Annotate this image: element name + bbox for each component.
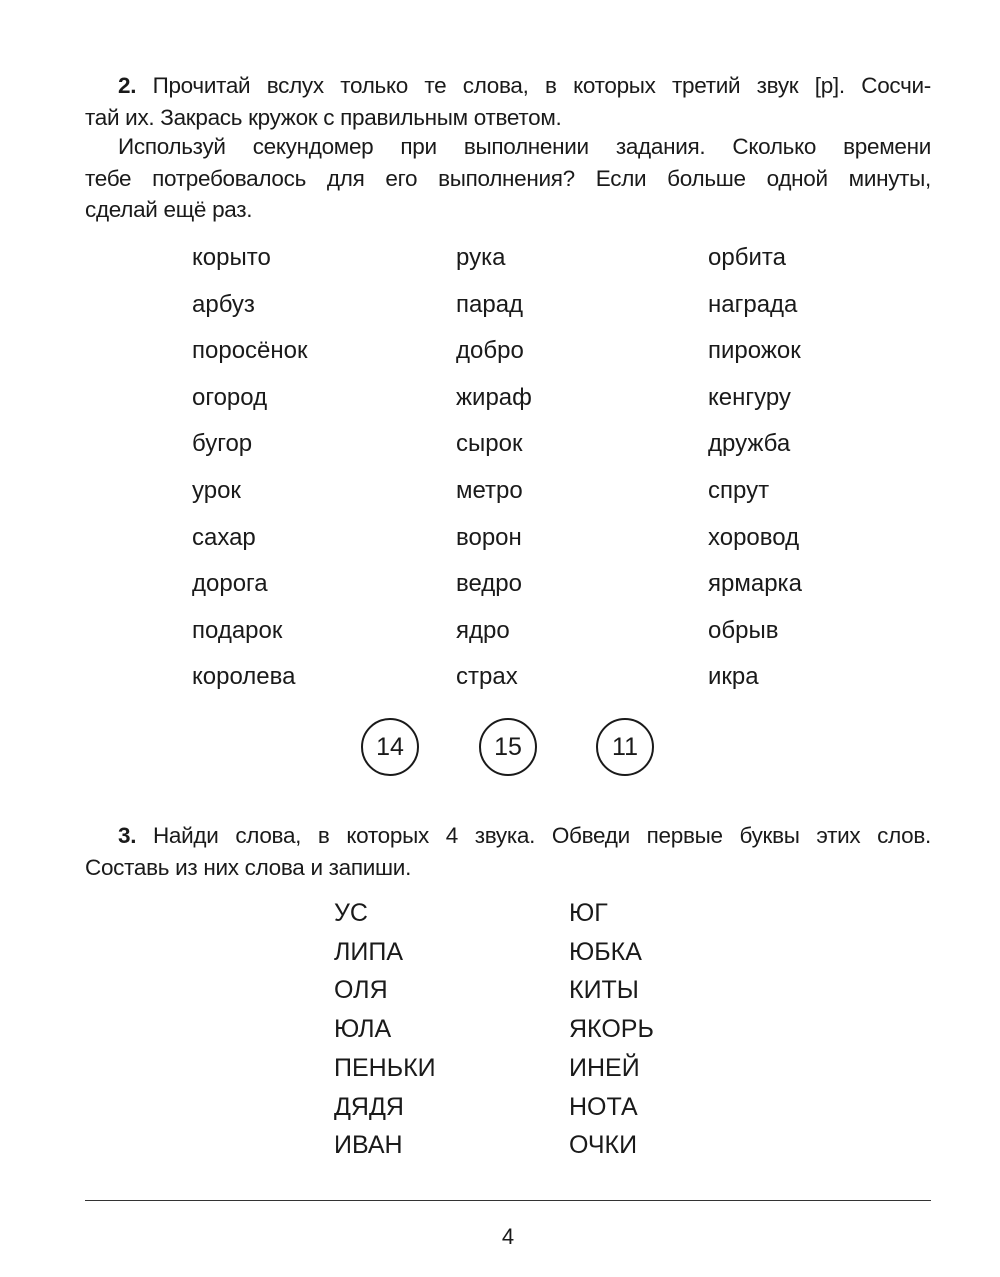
- word-item: страх: [456, 663, 518, 691]
- word-item: добро: [456, 337, 524, 365]
- task-2-line: тай их. Закрась кружок с правильным ответом.: [85, 105, 562, 130]
- task-2-line: Используй секундомер при выполнении задания. Сколько времени: [118, 134, 931, 159]
- word-item: ярмарка: [708, 570, 802, 598]
- word-item: поросёнок: [192, 337, 308, 365]
- caps-word-item: НОТА: [569, 1092, 638, 1121]
- caps-word-item: ПЕНЬКИ: [334, 1053, 436, 1082]
- word-item: урок: [192, 477, 241, 504]
- caps-word-item: ОЛЯ: [334, 976, 388, 1005]
- word-item: бугор: [192, 430, 253, 458]
- caps-word-item: ОЧКИ: [569, 1131, 638, 1160]
- caps-word-item: ЯКОРЬ: [569, 1015, 654, 1044]
- task-2-line: тебе потребовалось для его выполнения? Если больше одной минуты,: [85, 166, 931, 191]
- word-item: ведро: [456, 570, 522, 598]
- word-item: королева: [192, 663, 296, 691]
- word-item: пирожок: [708, 337, 801, 365]
- word-item: орбита: [708, 244, 786, 271]
- task-2-line: [118, 70, 931, 102]
- word-item: обрыв: [708, 616, 779, 644]
- caps-word-item: ИНЕЙ: [569, 1053, 640, 1082]
- caps-word-item: ЮБКА: [569, 937, 642, 966]
- task-2-line: сделай ещё раз.: [85, 197, 253, 222]
- caps-word-item: ЮГ: [569, 899, 608, 927]
- word-item: кенгуру: [708, 383, 791, 411]
- page-number: 4: [501, 1224, 515, 1249]
- word-item: огород: [192, 383, 268, 411]
- word-item: награда: [708, 290, 798, 318]
- task-3-line: [118, 820, 931, 852]
- word-item: дорога: [192, 570, 268, 598]
- caps-word-item: ИВАН: [334, 1131, 403, 1160]
- answer-circle[interactable]: 15: [479, 718, 537, 776]
- word-item: корыто: [192, 244, 271, 271]
- word-item: хоровод: [708, 523, 800, 551]
- task-text: Прочитай вслух только те слова, в которых третий звук [р]. Сосчи-: [152, 73, 931, 98]
- word-item: сырок: [456, 430, 523, 458]
- word-item: рука: [456, 244, 506, 271]
- word-item: жираф: [456, 383, 532, 411]
- caps-word-item: ЛИПА: [334, 937, 404, 966]
- task-number: 2.: [118, 73, 137, 98]
- caps-word-item: ДЯДЯ: [334, 1092, 404, 1121]
- answer-circle[interactable]: 11: [596, 718, 654, 776]
- task-text: Найди слова, в которых 4 звука. Обведи первые буквы этих слов.: [152, 823, 931, 848]
- footer-divider: [85, 1200, 931, 1201]
- caps-word-item: УС: [334, 899, 368, 927]
- word-item: метро: [456, 477, 523, 504]
- word-item: ворон: [456, 523, 522, 551]
- word-item: спрут: [708, 477, 770, 504]
- task-number: 3.: [118, 823, 137, 848]
- word-item: сахар: [192, 523, 256, 551]
- word-item: парад: [456, 290, 524, 318]
- word-item: ядро: [456, 616, 510, 644]
- word-item: арбуз: [192, 290, 255, 318]
- task-3-line: Составь из них слова и запиши.: [85, 855, 412, 880]
- caps-word-item: ЮЛА: [334, 1015, 392, 1044]
- word-item: дружба: [708, 430, 791, 458]
- word-item: подарок: [192, 616, 283, 644]
- answer-circle[interactable]: 14: [361, 718, 419, 776]
- caps-word-item: КИТЫ: [569, 976, 639, 1005]
- word-item: икра: [708, 663, 759, 691]
